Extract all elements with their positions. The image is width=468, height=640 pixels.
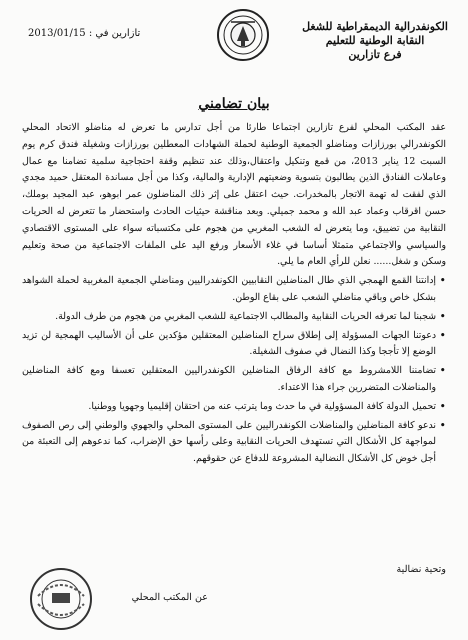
list-item: • شجبنا لما تعرفه الحريات النقابية والمطالب الاجتماعية للشعب المغربي من هجوم من طرف الدولة. [22,309,446,326]
date-line: تازارين في : 2013/01/15 [28,28,141,39]
signature-label: عن المكتب المحلي [131,592,208,603]
list-item: • تحميل الدولة كافة المسؤولية في ما حدث وما يترتب عنه من احتقان إقليميا وجهويا ووطنيا. [22,399,446,416]
page-title: بيان تضامني [198,96,270,112]
office-stamp-icon [28,566,94,632]
org-union: النقابة الوطنية للتعليم [325,34,425,47]
list-item: • إدانتنا القمع الهمجي الذي طال المناضلين النقابيين الكونفدراليين ومناضلي الجمعية المغربية لحملة الشواهد بشكل خاص وباقي مناضلي الشعب على بقاع الوطن. [22,273,446,307]
organization-header [300,20,450,62]
statement-body [22,120,446,468]
org-name: الكونفدرالية الديمقراطية للشغل [302,20,448,33]
list-item: • تضامننا اللامشروط مع كافة الرفاق المناضلين الكونفدراليين المعتقلين تعسفا ومع كافة المناضلين والمناضلات المتضررين جراء هذا الاعتداء. [22,363,446,397]
org-branch: فرع تازارين [348,48,402,61]
list-item: • ندعو كافة المناضلين والمناضلات الكونفدراليين على المستوى المحلي والجهوي والوطني إلى رص الصفوف لمواجهة كل الأشكال التي تستهدف الحريات النقابية وعلى رأسها حق الإضراب، كما ندعوهم إلى التعبئة من أجل خوض كل الأشكال النضالية المشروعة للدفاع عن حقوقهم. [22,418,446,468]
union-emblem-icon [216,8,270,62]
list-item: • دعوتنا الجهات المسؤولة إلى إطلاق سراح المناضلين المعتقلين مؤكدين على أن الأساليب الهمجية لن تزيد الوضع إلا تأججا وكذا النضال في صفوف الشغيلة. [22,328,446,362]
closing-greeting: وتحية نضالية [396,564,446,575]
intro-paragraph: عقد المكتب المحلي لفرع تازارين اجتماعا طارئا من أجل تدارس ما تعرض له مناضلو الاتحاد المحلي الكونفدرالي بورزازات ومناضلو الجمعية الوطنية لحملة الشهادات المعطلين بورزازات وشغيلة فندق كرم يوم السبت 12 يناير 2013، من قمع وتنكيل واعتقال،وذلك عند تنظيم وقفة احتجاجية سلمية تضامنا مع عمال وعاملات الفنادق الذين يطالبون بتسوية وضعيتهم الإدارية والمالية، وكذا من أجل مساندة المعتقل حميد مجدي الذي لفقت له تهمة الاتجار بالمخدرات. حيث اعتقل على إثر ذلك المناضلون عمر ابوهو، عبد المجيد بوملك، حسن اقرقاب وعماد عبد الله و محمد جميلي. وبعد مناقشة حيثيات الحادث واستحضار ما تتعرض له الحريات النقابية من تضييق، وما يتعرض له الشعب المغربي من هجوم على مكتسباته سواء على المستوى الاقتصادي والسياسي والاجتماعي متمثلا أساسا في غلاء الأسعار ورفع اليد على الملفات الاجتماعية من صحة وتعليم وسكن و شغل...... نعلن للرأي العام ما يلي. [22,122,446,268]
